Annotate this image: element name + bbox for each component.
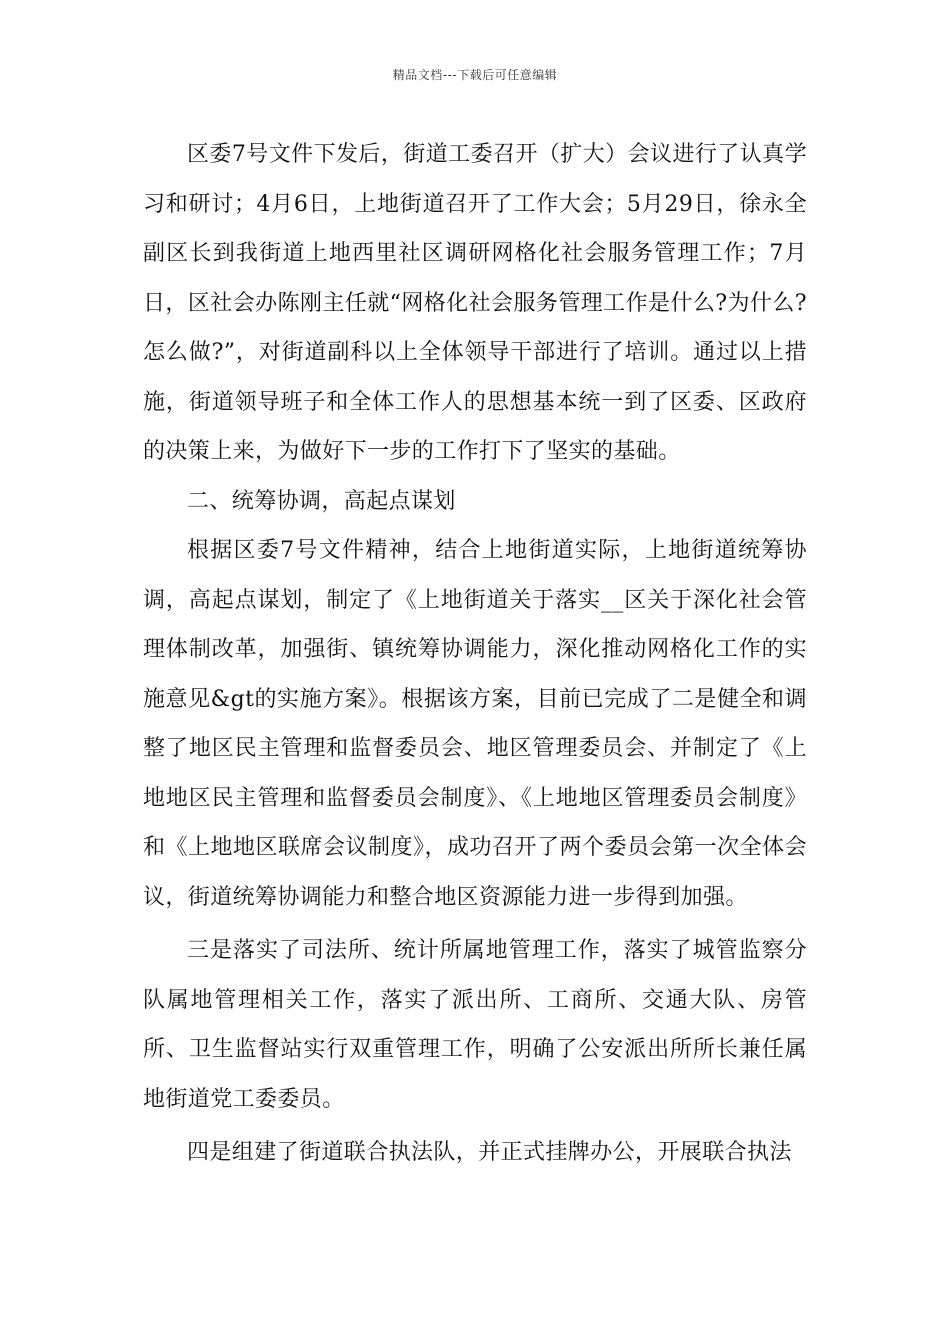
paragraph-joint-enforcement: 四是组建了街道联合执法队，并正式挂牌办公，开展联合执法 [187,1140,792,1165]
paragraph-meetings: 区委7号文件下发后，街道工委召开（扩大）会议进行了认真学习和研讨；4月6日，上地街道召开了工作大会；5月29日，徐永全副区长到我街道上地西里社区调研网格化社会服务管理工作；7月日，区社会办陈刚主任就“网格化社会服务管理工作是什么?为什么?怎么做?”，对街道副科以上全体领导干部进行了培训。通过以上措施，街道领导班子和全体工作人的思想基本统一到了区委、区政府的决策上来，为做好下一步的工作打下了坚实的基础。 [143,142,807,464]
page-header: 精品文档---下载后可任意编辑 [392,68,558,82]
document-body [143,130,807,1178]
paragraph-implementation-plan: 根据区委7号文件精神，结合上地街道实际，上地街道统筹协调，高起点谋划，制定了《上地街道关于落实__区关于深化社会管理体制改革，加强街、镇统筹协调能力，深化推动网格化工作的实施意见&gt的实施方案》。根据该方案，目前已完成了二是健全和调整了地区民主管理和监督委员会、地区管理委员会、并制定了《上地地区民主管理和监督委员会制度》、《上地地区管理委员会制度》和《上地地区联席会议制度》，成功召开了两个委员会第一次全体会议，街道统筹协调能力和整合地区资源能力进一步得到加强。 [143,538,807,910]
section-heading-coordination: 二、统筹协调，高起点谋划 [187,488,456,514]
paragraph-territorial-management: 三是落实了司法所、统计所属地管理工作，落实了城管监察分队属地管理相关工作，落实了派出所、工商所、交通大队、房管所、卫生监督站实行双重管理工作，明确了公安派出所所长兼任属地街道党工委委员。 [143,938,807,1112]
